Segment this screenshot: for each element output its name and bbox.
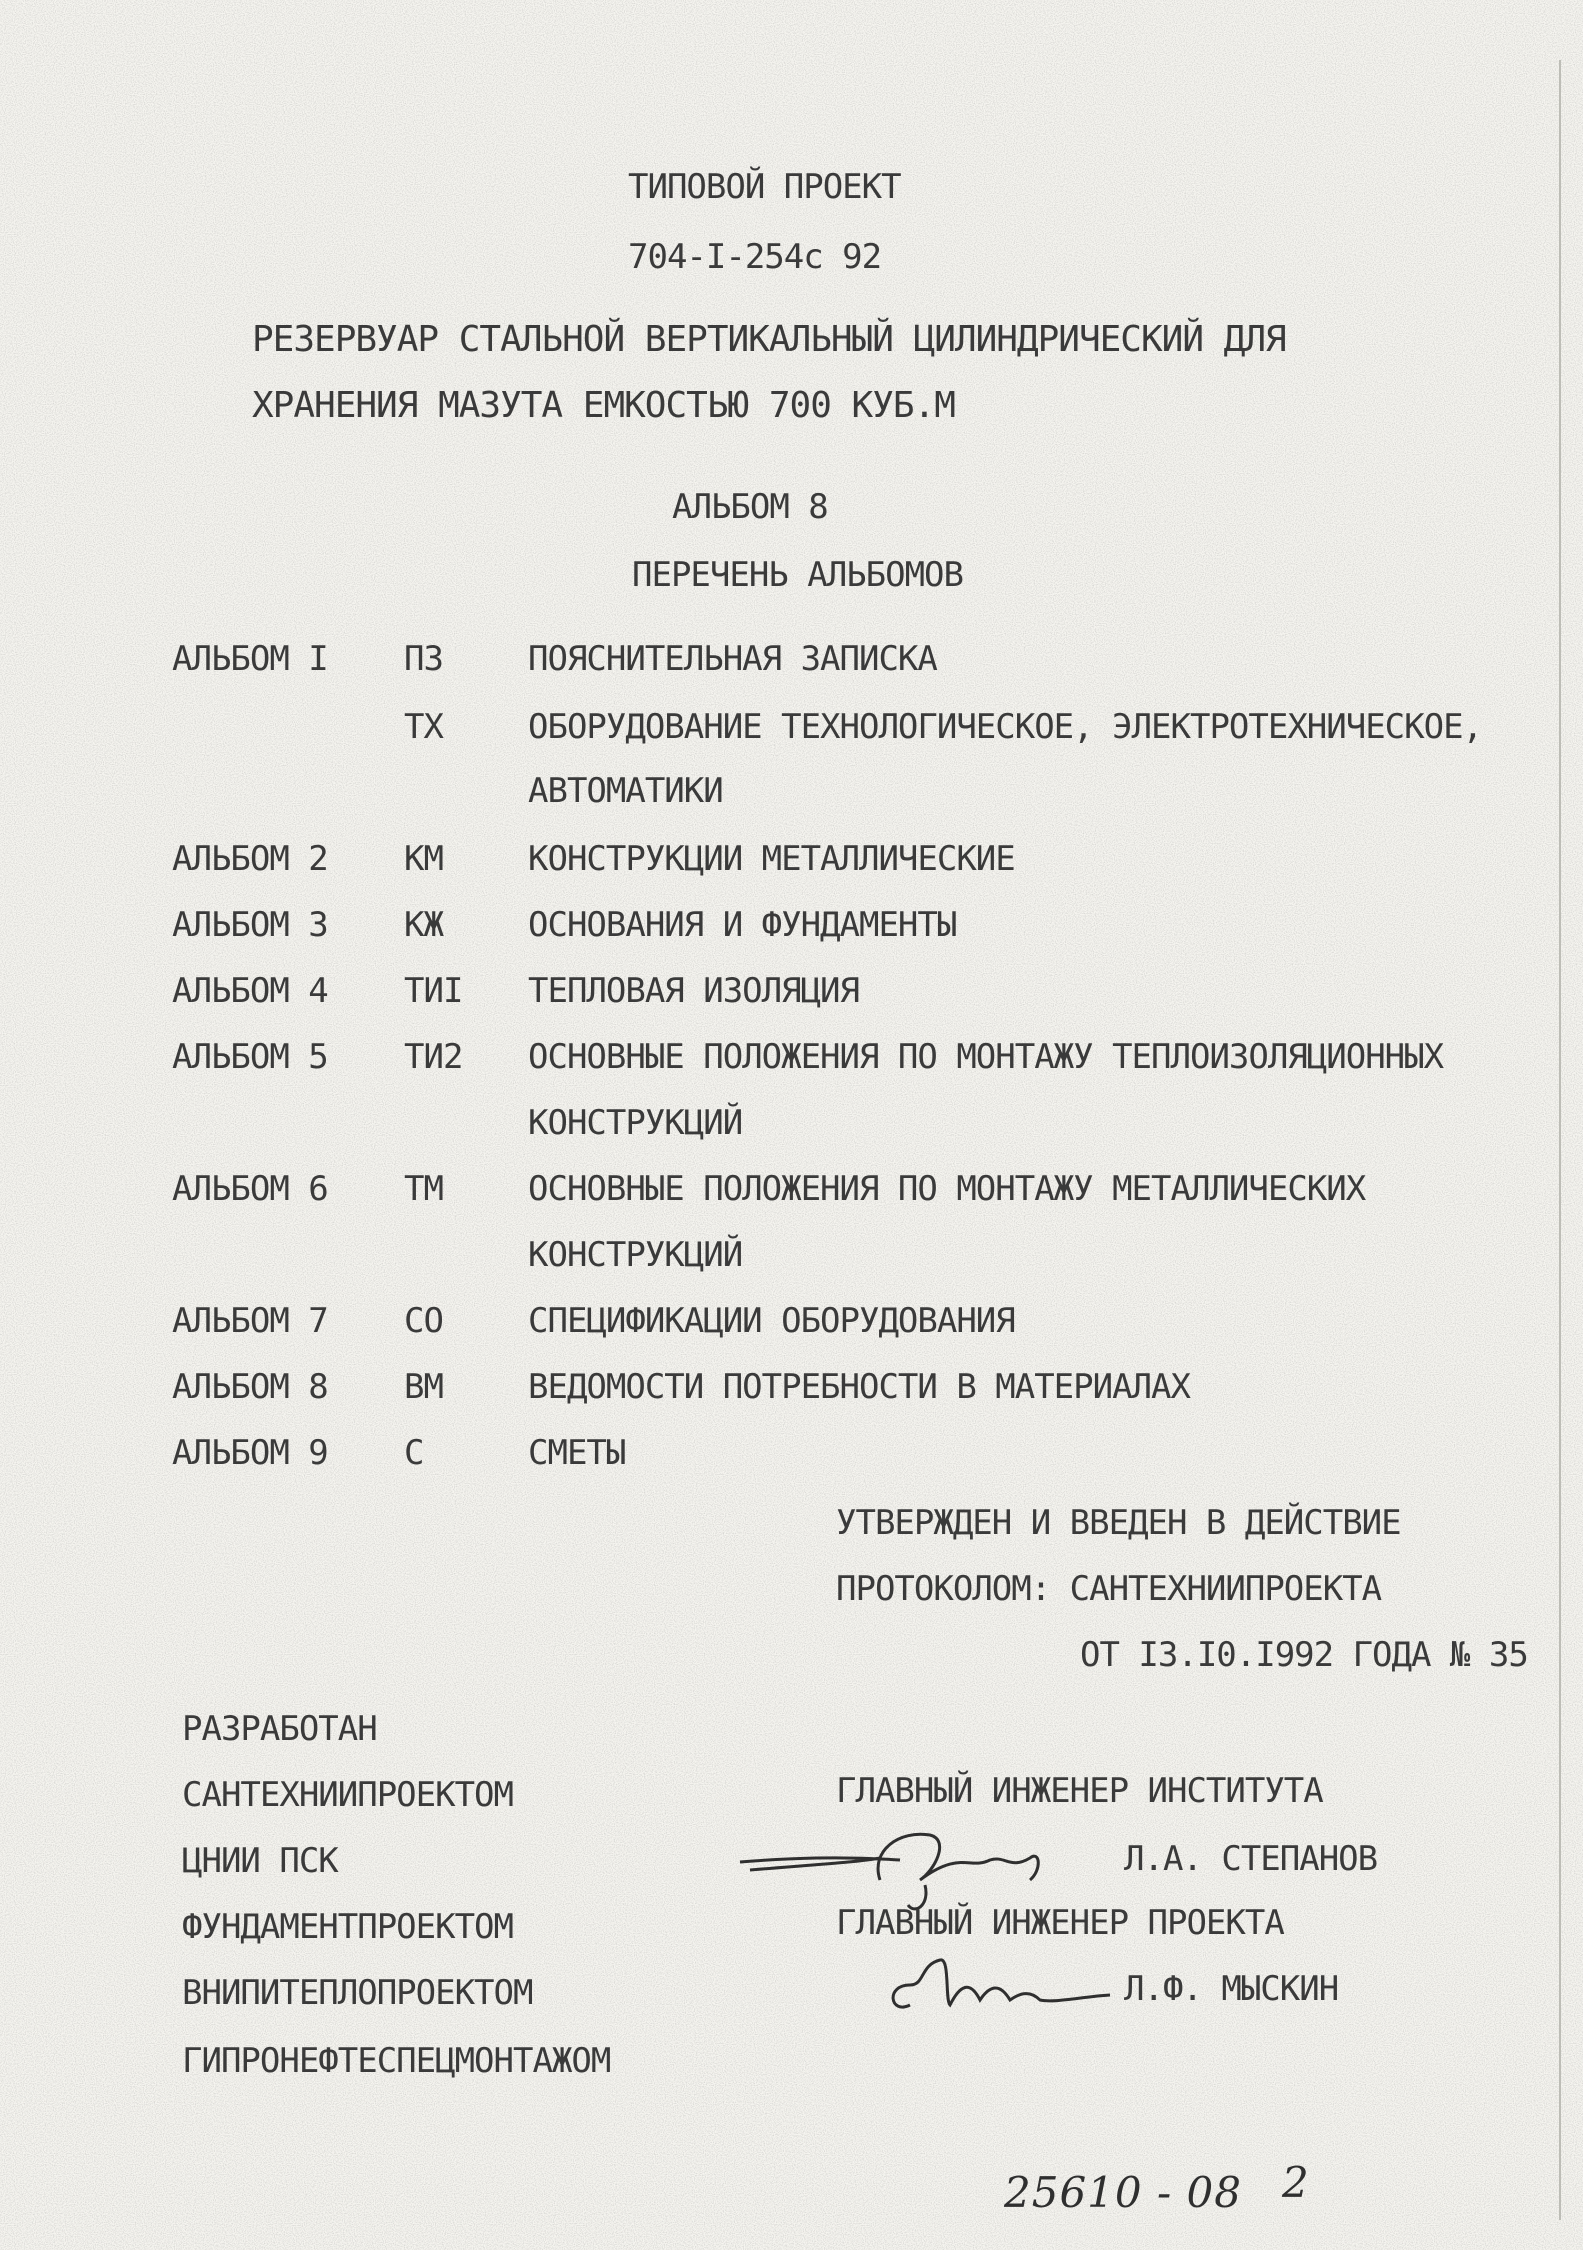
signature-myskin: [880, 1945, 1120, 2025]
approval-line-1: УТВЕРЖДЕН И ВВЕДЕН В ДЕЙСТВИЕ: [836, 1503, 1401, 1543]
album-label: АЛЬБОМ 6: [172, 1169, 328, 1209]
album-title: СПЕЦИФИКАЦИИ ОБОРУДОВАНИЯ: [528, 1301, 1015, 1341]
album-title-cont: КОНСТРУКЦИЙ: [528, 1235, 743, 1275]
chief-project-name: Л.Ф. МЫСКИН: [1124, 1969, 1339, 2009]
album-code: ПЗ: [404, 639, 443, 679]
album-code: ВМ: [404, 1367, 443, 1407]
doc-type: ТИПОВОЙ ПРОЕКТ: [628, 167, 901, 207]
album-title: ОСНОВНЫЕ ПОЛОЖЕНИЯ ПО МОНТАЖУ ТЕПЛОИЗОЛЯЦИОННЫХ: [528, 1037, 1444, 1077]
album-code: КМ: [404, 839, 443, 879]
album-title-cont: КОНСТРУКЦИЙ: [528, 1103, 743, 1143]
album-title-cont: АВТОМАТИКИ: [528, 771, 723, 811]
developer-org: САНТЕХНИИПРОЕКТОМ: [182, 1775, 513, 1815]
developer-org: ГИПРОНЕФТЕСПЕЦМОНТАЖОМ: [182, 2041, 611, 2081]
album-label: АЛЬБОМ 7: [172, 1301, 328, 1341]
album-label: АЛЬБОМ 5: [172, 1037, 328, 1077]
doc-number: 704-I-254с 92: [628, 237, 882, 277]
album-number: АЛЬБОМ 8: [672, 487, 828, 527]
approval-line-2: ПРОТОКОЛОМ: САНТЕХНИИПРОЕКТА: [836, 1569, 1382, 1609]
album-title: ОСНОВНЫЕ ПОЛОЖЕНИЯ ПО МОНТАЖУ МЕТАЛЛИЧЕСКИХ: [528, 1169, 1366, 1209]
developer-org: ЦНИИ ПСК: [182, 1841, 338, 1881]
developer-org: ФУНДАМЕНТПРОЕКТОМ: [182, 1907, 513, 1947]
scan-edge-line: [1559, 60, 1561, 2220]
album-code: СО: [404, 1301, 443, 1341]
archive-number: 25610 - 08: [1004, 2168, 1242, 2217]
album-title: ОСНОВАНИЯ И ФУНДАМЕНТЫ: [528, 905, 957, 945]
developer-org: ВНИПИТЕПЛОПРОЕКТОМ: [182, 1973, 533, 2013]
album-code: С: [404, 1433, 424, 1473]
album-title: СМЕТЫ: [528, 1433, 626, 1473]
album-title: ПОЯСНИТЕЛЬНАЯ ЗАПИСКА: [528, 639, 937, 679]
chief-project-title: ГЛАВНЫЙ ИНЖЕНЕР ПРОЕКТА: [836, 1903, 1284, 1943]
chief-institute-title: ГЛАВНЫЙ ИНЖЕНЕР ИНСТИТУТА: [836, 1771, 1323, 1811]
album-code: ТХ: [404, 707, 443, 747]
chief-institute-name: Л.А. СТЕПАНОВ: [1124, 1839, 1378, 1879]
album-title: ТЕПЛОВАЯ ИЗОЛЯЦИЯ: [528, 971, 859, 1011]
album-title: ВЕДОМОСТИ ПОТРЕБНОСТИ В МАТЕРИАЛАХ: [528, 1367, 1190, 1407]
album-label: АЛЬБОМ I: [172, 639, 328, 679]
album-code: ТИI: [404, 971, 463, 1011]
title-line-1: РЕЗЕРВУАР СТАЛЬНОЙ ВЕРТИКАЛЬНЫЙ ЦИЛИНДРИЧЕСКИЙ ДЛЯ: [252, 319, 1286, 360]
page-number: 2: [1282, 2158, 1310, 2207]
album-code: ТИ2: [404, 1037, 463, 1077]
album-label: АЛЬБОМ 3: [172, 905, 328, 945]
album-code: КЖ: [404, 905, 443, 945]
list-heading: ПЕРЕЧЕНЬ АЛЬБОМОВ: [632, 555, 963, 595]
album-title: КОНСТРУКЦИИ МЕТАЛЛИЧЕСКИЕ: [528, 839, 1015, 879]
album-code: ТМ: [404, 1169, 443, 1209]
album-label: АЛЬБОМ 4: [172, 971, 328, 1011]
album-label: АЛЬБОМ 2: [172, 839, 328, 879]
album-label: АЛЬБОМ 8: [172, 1367, 328, 1407]
album-label: АЛЬБОМ 9: [172, 1433, 328, 1473]
approval-line-3: ОТ I3.I0.I992 ГОДА № 35: [1080, 1635, 1528, 1675]
developers-heading: РАЗРАБОТАН: [182, 1709, 377, 1749]
album-title: ОБОРУДОВАНИЕ ТЕХНОЛОГИЧЕСКОЕ, ЭЛЕКТРОТЕХНИЧЕСКОЕ,: [528, 707, 1483, 747]
title-line-2: ХРАНЕНИЯ МАЗУТА ЕМКОСТЬЮ 700 КУБ.М: [252, 385, 955, 426]
